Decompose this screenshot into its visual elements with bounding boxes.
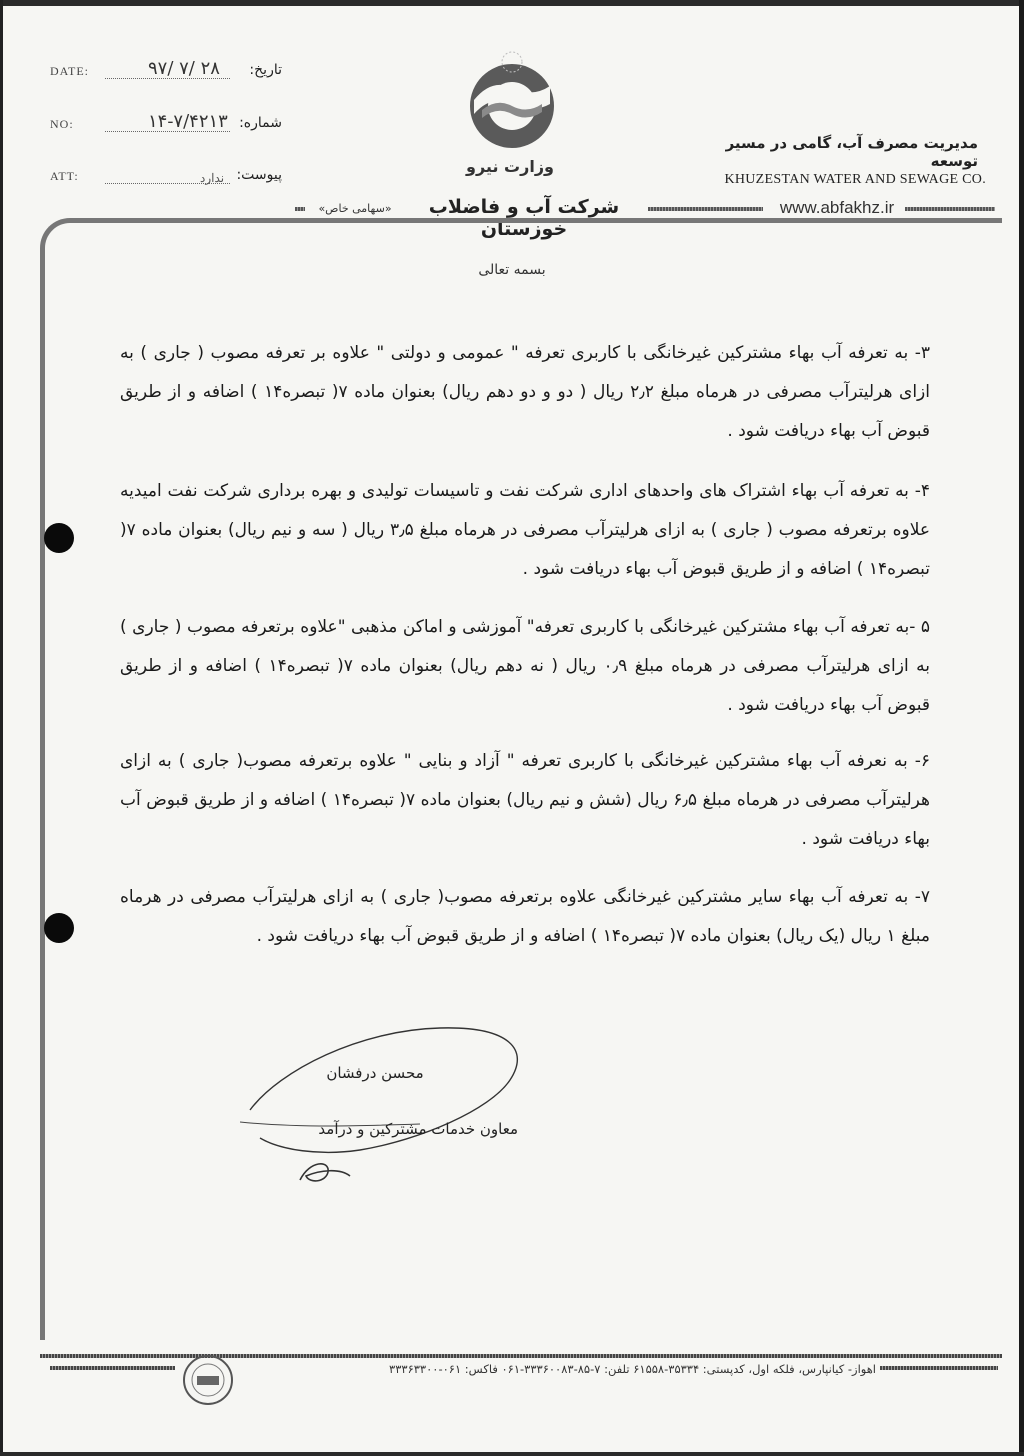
attachment-value: ندارد <box>200 171 225 185</box>
divider <box>905 207 995 211</box>
signer-title: معاون خدمات مشترکین و درآمد <box>318 1120 518 1138</box>
paragraph-clause-6: ۶- به نعرفه آب بهاء مشترکین غیرخانگی با کاربری تعرفه " آزاد و بنایی " علاوه برتعرفه مصوب( جاری ) به ازای هرلیترآب مصرفی در هرماه مبلغ ۶٫۵ ریال (شش و نیم ریال) بعنوان ماده ۷( تبصره۱۴ ) اضافه و از طریق قبوض آب بهاء دریافت شود . <box>120 751 930 849</box>
date-field <box>50 60 290 86</box>
number-label-en: NO: <box>50 117 74 131</box>
date-label-fa: تاریخ: <box>249 62 282 78</box>
footer-divider <box>880 1366 998 1370</box>
attachment-label-en: ATT: <box>50 169 79 183</box>
department-slogan: مدیریت مصرف آب، گامی در مسیر توسعه <box>725 134 978 170</box>
punch-hole <box>44 523 74 553</box>
divider <box>648 207 763 211</box>
handwritten-signature <box>240 1010 540 1190</box>
number-label-fa: شماره: <box>239 115 282 131</box>
number-field <box>50 113 290 139</box>
company-name-english: KHUZESTAN WATER AND SEWAGE CO. <box>724 172 986 187</box>
website-link: www.abfakhz.ir <box>779 198 895 217</box>
basmala-heading: بسمه تعالی <box>478 262 546 278</box>
paragraph-clause-4: ۴- به تعرفه آب بهاء اشتراک های واحدهای اداری شرکت نفت و تاسیسات تولیدی و بهره برداری شرکت نفت امیدیه علاوه برتعرفه مصوب ( جاری ) به ازای هرلیترآب مصرفی در هرماه مبلغ ۳٫۵ ریال ( سه و نیم ریال) بعنوان ماده ۷( تبصره۱۴ ) اضافه و از طریق قبوض آب بهاء دریافت شود . <box>120 481 931 579</box>
punch-hole <box>44 913 74 943</box>
page-edge-top <box>0 0 1024 6</box>
company-type: «سهامی خاص» <box>305 202 405 215</box>
paragraph-clause-7: ۷- به تعرفه آب بهاء سایر مشترکین غیرخانگی علاوه برتعرفه مصوب( جاری ) به ازای هرلیترآب مصرفی در هرماه مبلغ ۱ ریال (یک ریال) بعنوان ماده ۷( تبصره۱۴ ) اضافه و از طریق قبوض آب بهاء دریافت شود . <box>120 887 930 946</box>
page-edge-left <box>0 0 3 1456</box>
water-drop-logo-icon <box>462 48 562 158</box>
signer-name: محسن درفشان <box>326 1064 424 1082</box>
date-label-en: DATE: <box>50 64 89 78</box>
paragraph-clause-3: ۳- به تعرفه آب بهاء مشترکین غیرخانگی با کاربری تعرفه " عمومی و دولتی " علاوه بر تعرفه مصوب ( جاری ) به ازای هرلیترآب مصرفی در هرماه مبلغ ۲٫۲ ریال ( دو و دو دهم ریال) بعنوان ماده ۷( تبصره۱۴ ) اضافه و از طریق قبوض آب بهاء دریافت شود . <box>120 343 930 441</box>
page-edge-bottom <box>0 1452 1024 1456</box>
footer-address: اهواز- کیانپارس، فلکه اول، کدپستی: ۳۵۳۳۴-۶۱۵۵۸ تلفن: ۷-۸۵-۳۳۳۶۰۰۸۳-۰۶۱ فاکس: ۰۶۱-۳۳۳۶۳۳۰۰ <box>389 1362 876 1376</box>
attachment-field <box>50 165 290 191</box>
footer-divider <box>50 1366 175 1370</box>
paragraph-clause-5: ۵ -به تعرفه آب بهاء مشترکین غیرخانگی با کاربری تعرفه" آموزشی و اماکن مذهبی "علاوه برتعرفه مصوب ( جاری ) به ازای هرلیترآب مصرفی در هرماه مبلغ ۰٫۹ ریال ( نه دهم ریال) بعنوان ماده ۷( تبصره۱۴ ) اضافه و از طریق قبوض آب بهاء دریافت شود . <box>120 617 930 715</box>
attachment-label-fa: پیوست: <box>236 167 282 183</box>
ministry-name: وزارت نیرو <box>466 157 554 176</box>
page-edge-right <box>1019 0 1024 1456</box>
number-value: ۱۴-۷/۴۲۱۳ <box>148 111 228 132</box>
date-value: ۹۷/ ۷/ ۲۸ <box>148 58 220 79</box>
company-name-persian: شرکت آب و فاضلاب خوزستان <box>428 196 620 240</box>
certification-seal-icon <box>180 1352 236 1408</box>
